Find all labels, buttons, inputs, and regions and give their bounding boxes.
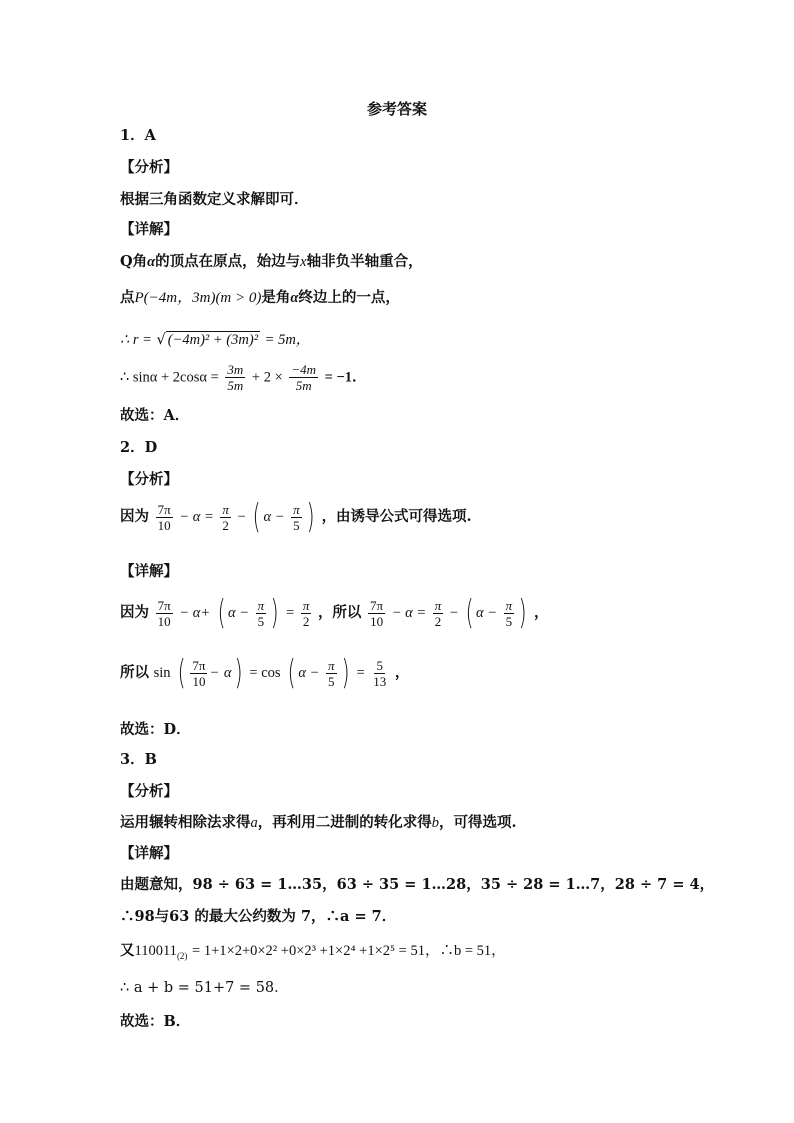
denominator: 5 bbox=[328, 673, 335, 689]
q3-detail-line-4: ∴ a + b = 51+7 = 58． bbox=[120, 980, 289, 996]
text: ，所以 bbox=[317, 604, 362, 621]
denominator: 10 bbox=[157, 613, 171, 629]
text: 因为 bbox=[120, 508, 149, 525]
denominator: 10 bbox=[192, 673, 206, 689]
text: 轴非负半轴重合， bbox=[306, 253, 423, 270]
numerator: π bbox=[505, 597, 513, 613]
sqrt-icon: √ bbox=[156, 332, 166, 348]
q1-answer: 故选：A． bbox=[120, 407, 190, 424]
denominator: 2 bbox=[302, 613, 310, 629]
fraction bbox=[256, 598, 267, 629]
left-paren-icon: ( bbox=[287, 653, 296, 693]
q3-detail-line-3 bbox=[120, 939, 506, 961]
fraction bbox=[220, 502, 231, 533]
fraction bbox=[156, 598, 173, 629]
text: 所以 bbox=[120, 664, 149, 681]
text: Q角 bbox=[120, 253, 148, 270]
math-text: = 5m， bbox=[264, 332, 311, 348]
math-binary: 110011 bbox=[134, 943, 177, 959]
q2-heading: 2．D bbox=[120, 439, 158, 456]
numerator: π bbox=[293, 501, 300, 517]
fraction bbox=[225, 362, 245, 393]
math-alpha: α bbox=[147, 254, 156, 270]
q2-detail-label: 【详解】 bbox=[120, 563, 178, 580]
numerator: −4m bbox=[291, 362, 317, 377]
right-paren-icon: ) bbox=[306, 497, 315, 537]
right-paren-icon: ) bbox=[234, 653, 243, 693]
right-paren-icon: ) bbox=[518, 593, 527, 633]
left-paren-icon: ( bbox=[252, 497, 261, 537]
q1-analysis-label: 【分析】 bbox=[120, 159, 178, 176]
math-text: = cos bbox=[249, 665, 281, 681]
numerator: π bbox=[328, 657, 335, 673]
q2-analysis-text bbox=[120, 497, 472, 537]
q2-detail-line-2 bbox=[120, 653, 410, 693]
text: 运用辗转相除法求得 bbox=[120, 814, 251, 831]
math-text: = 1+1×2+0×2² +0×2³ +1×2⁴ +1×2⁵ = 51，∴b = 51， bbox=[192, 943, 506, 959]
denominator: 5 bbox=[293, 517, 300, 533]
page-title: 参考答案 bbox=[366, 100, 427, 118]
math-text: α − bbox=[263, 509, 285, 525]
denominator: 10 bbox=[157, 517, 171, 533]
fraction bbox=[291, 502, 302, 533]
numerator: π bbox=[434, 597, 442, 613]
math-x: x bbox=[300, 254, 307, 270]
q2-answer: 故选：D． bbox=[120, 721, 191, 738]
text: ，再利用二进制的转化求得 bbox=[257, 814, 432, 831]
q3-detail-line-2: ∴98与63 的最大公约数为 7，∴a = 7． bbox=[120, 908, 397, 925]
math-a: a bbox=[250, 815, 258, 831]
math-text: ∴ r = bbox=[120, 332, 152, 348]
math-text: − bbox=[237, 509, 246, 525]
math-text: = bbox=[286, 605, 295, 621]
q1-detail-line-1 bbox=[120, 250, 423, 271]
left-paren-icon: ( bbox=[465, 593, 474, 633]
q3-analysis-text bbox=[120, 811, 517, 832]
q1-detail-label: 【详解】 bbox=[120, 221, 178, 238]
denominator: 5 bbox=[257, 613, 265, 629]
fraction bbox=[368, 598, 385, 629]
q1-heading: 1．A bbox=[120, 127, 156, 144]
numerator: π bbox=[222, 501, 229, 517]
numerator: 7π bbox=[370, 597, 384, 613]
right-paren-icon: ) bbox=[270, 593, 279, 633]
q3-heading: 3．B bbox=[120, 751, 157, 768]
denominator: 2 bbox=[434, 613, 442, 629]
numerator: 7π bbox=[157, 597, 171, 613]
right-paren-icon: ) bbox=[341, 653, 350, 693]
q2-analysis-label: 【分析】 bbox=[120, 471, 178, 488]
denominator: 13 bbox=[373, 673, 387, 689]
math-text: − α = bbox=[179, 509, 214, 525]
fraction bbox=[433, 598, 444, 629]
text: 又 bbox=[120, 942, 135, 959]
math-text: ∴ sinα + 2cosα = bbox=[120, 369, 219, 386]
math-text: + 2 × bbox=[251, 369, 283, 386]
math-text: = bbox=[356, 665, 365, 681]
math-text: − α+ bbox=[179, 605, 211, 621]
fraction bbox=[156, 502, 173, 533]
math-b: b bbox=[431, 815, 439, 831]
denominator: 10 bbox=[370, 613, 384, 629]
text: ， bbox=[394, 664, 410, 681]
fraction bbox=[301, 598, 312, 629]
math-alpha: α bbox=[223, 665, 232, 681]
numerator: π bbox=[257, 597, 265, 613]
math-text: − bbox=[209, 665, 220, 681]
left-paren-icon: ( bbox=[217, 593, 226, 633]
fraction bbox=[326, 658, 337, 689]
numerator: π bbox=[302, 597, 310, 613]
math-text: − bbox=[449, 605, 459, 621]
q1-analysis-text: 根据三角函数定义求解即可． bbox=[120, 191, 309, 208]
q1-detail-line-3 bbox=[120, 328, 310, 349]
numerator: 7π bbox=[157, 501, 171, 517]
text: 的顶点在原点，始边与 bbox=[155, 253, 301, 270]
math-text: α − bbox=[227, 605, 250, 621]
denominator: 5m bbox=[295, 378, 312, 393]
q3-answer: 故选：B． bbox=[120, 1013, 191, 1030]
q2-detail-line-1 bbox=[120, 593, 549, 633]
q3-detail-label: 【详解】 bbox=[120, 845, 178, 862]
math-text: = −1． bbox=[324, 369, 367, 386]
fraction bbox=[504, 598, 515, 629]
text: 终边上的一点， bbox=[298, 289, 400, 306]
text: 因为 bbox=[120, 604, 149, 621]
math-subscript: (2) bbox=[176, 950, 188, 961]
fraction bbox=[190, 658, 207, 689]
math-text: sin bbox=[153, 665, 171, 681]
denominator: 5 bbox=[505, 613, 513, 629]
math-alpha: α bbox=[290, 290, 299, 306]
denominator: 2 bbox=[222, 517, 229, 533]
left-paren-icon: ( bbox=[177, 653, 186, 693]
text: 点 bbox=[120, 289, 135, 306]
q3-analysis-label: 【分析】 bbox=[120, 783, 178, 800]
q1-detail-line-4 bbox=[120, 362, 367, 393]
math-text: − α = bbox=[391, 605, 427, 621]
numerator: 7π bbox=[192, 657, 206, 673]
q1-detail-line-2 bbox=[120, 286, 400, 307]
numerator: 5 bbox=[376, 657, 383, 673]
denominator: 5m bbox=[227, 378, 244, 393]
numerator: 3m bbox=[227, 362, 244, 377]
math-text: α − bbox=[298, 665, 320, 681]
fraction bbox=[289, 362, 318, 393]
text: ，由诱导公式可得选项. bbox=[321, 508, 472, 525]
fraction bbox=[371, 658, 388, 689]
math-radicand: (−4m)² + (3m)² bbox=[167, 332, 259, 348]
text: 是角 bbox=[261, 289, 291, 306]
q3-detail-line-1: 由题意知，98 ÷ 63 = 1…35，63 ÷ 35 = 1…28，35 ÷ 28 = 1…7，28 ÷ 7 = 4， bbox=[120, 876, 715, 893]
text: ， bbox=[534, 604, 549, 621]
text: ，可得选项. bbox=[439, 814, 517, 831]
math-point: P(−4m，3m)(m > 0) bbox=[134, 290, 262, 306]
math-text: α − bbox=[475, 605, 497, 621]
